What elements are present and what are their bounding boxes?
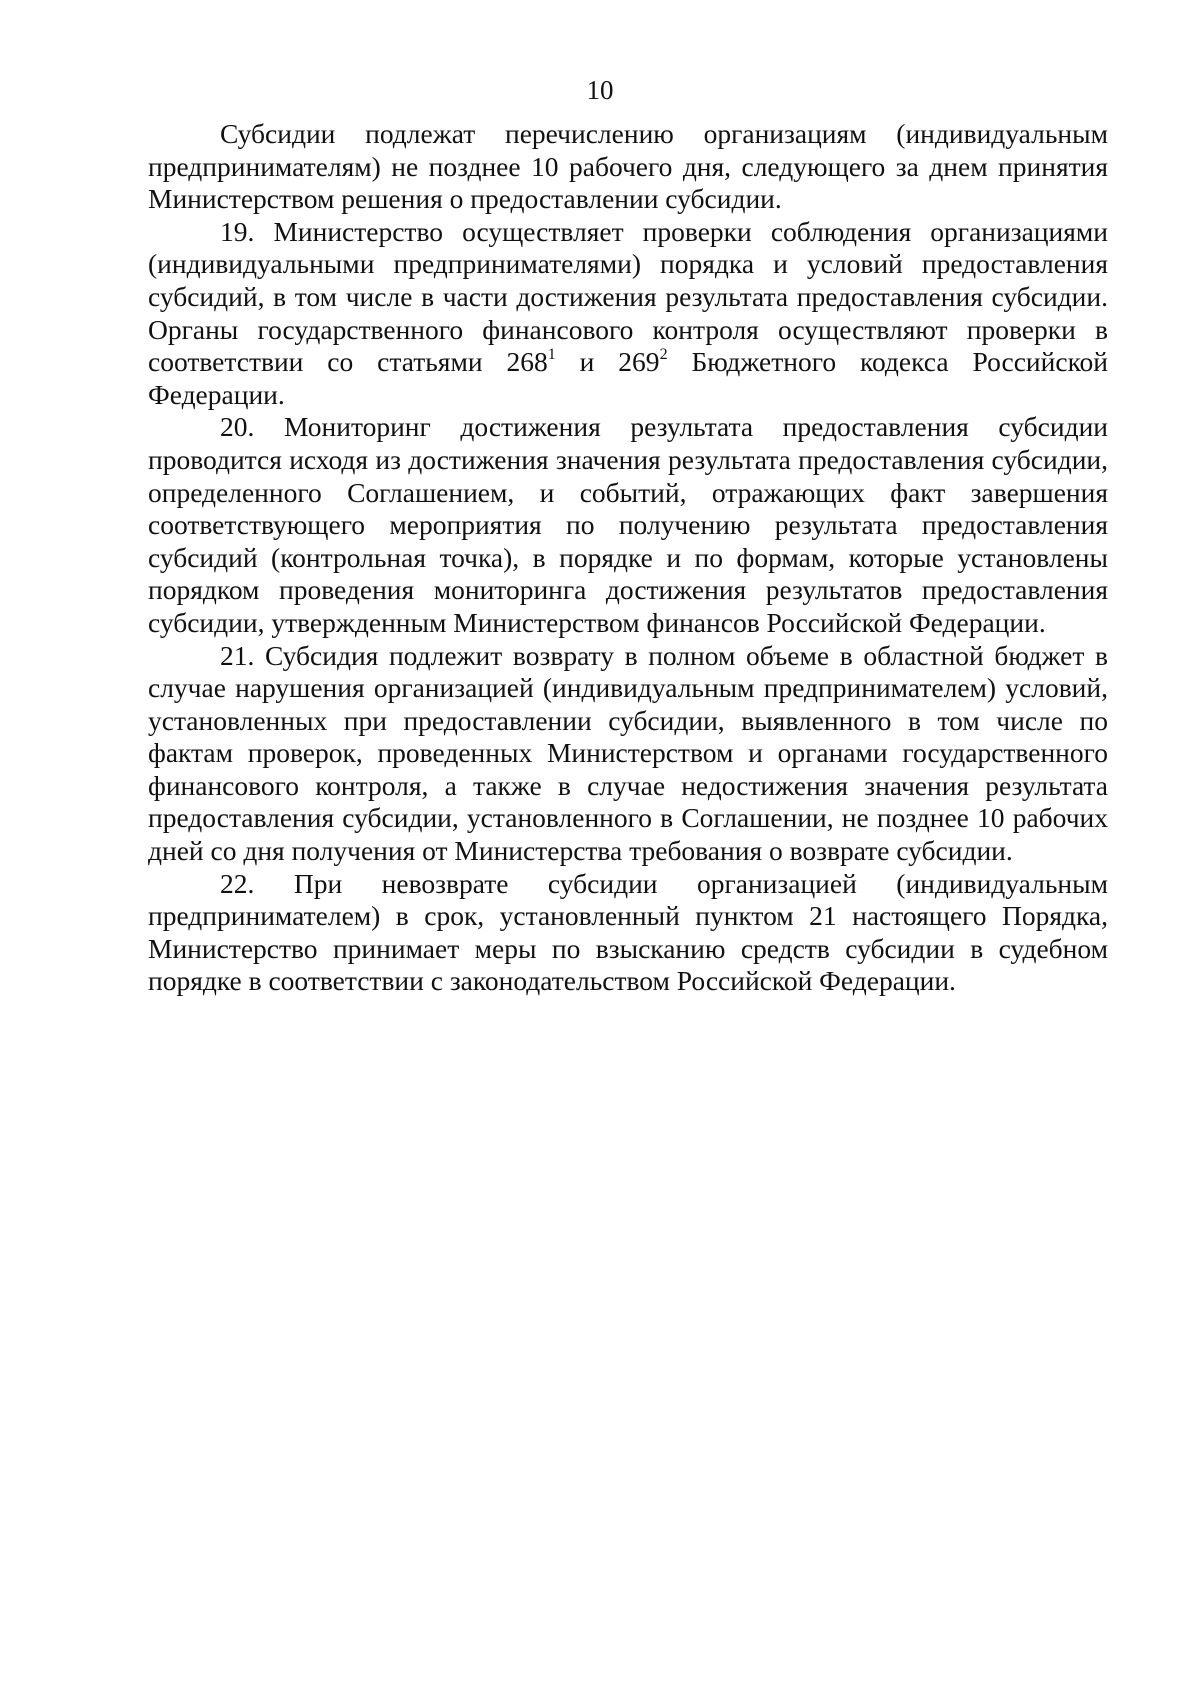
paragraph-19-text-b: и 269 — [555, 346, 660, 378]
article-268-superscript: 1 — [547, 346, 556, 364]
page-number: 10 — [586, 75, 614, 105]
paragraph-22: 22. При невозврате субсидии организацией (индивидуальным предпринимателем) в срок, установленный пунктом 21 настоящего Порядка, Министерство принимает меры по взысканию средств субсидии в судебном порядке в соответствии с законодательством Российской Федерации. — [148, 867, 1108, 997]
document-body — [148, 118, 1108, 998]
paragraph-20: 20. Мониторинг достижения результата предоставления субсидии проводится исходя из достижения значения результата предоставления субсидии, определенного Соглашением, и событий, отражающих факт завершения соответствующего мероприятия по получению результата предоставления субсидий (контрольная точка), в порядке и по формам, которые установлены порядком проведения мониторинга достижения результатов предоставления субсидии, утвержденным Министерством финансов Российской Федерации. — [148, 411, 1108, 638]
article-269-superscript: 2 — [659, 346, 668, 364]
paragraph-19-text-a: 19. Министерство осуществляет проверки соблюдения организациями (индивидуальными предпринимателями) порядка и условий предоставления субсидий, в том числе в части достижения результата предоставления субсидии. Органы государственного финансового контроля осуществляют проверки в соответствии со статьями 268 — [148, 215, 1108, 378]
paragraph-18-continuation: Субсидии подлежат перечислению организациям (индивидуальным предпринимателям) не позднее 10 рабочего дня, следующего за днем принятия Министерством решения о предоставлении субсидии. — [148, 118, 1108, 215]
paragraph-19 — [148, 216, 1108, 412]
paragraph-21: 21. Субсидия подлежит возврату в полном объеме в областной бюджет в случае нарушения организацией (индивидуальным предпринимателем) условий, установленных при предоставлении субсидии, выявленного в том числе по фактам проверок, проведенных Министерством и органами государственного финансового контроля, а также в случае недостижения значения результата предоставления субсидии, установленного в Соглашении, не позднее 10 рабочих дней со дня получения от Министерства требования о возврате субсидии. — [148, 639, 1108, 867]
paragraph-19-text-c: Бюджетного кодекса Российской Федерации. — [148, 346, 1108, 410]
